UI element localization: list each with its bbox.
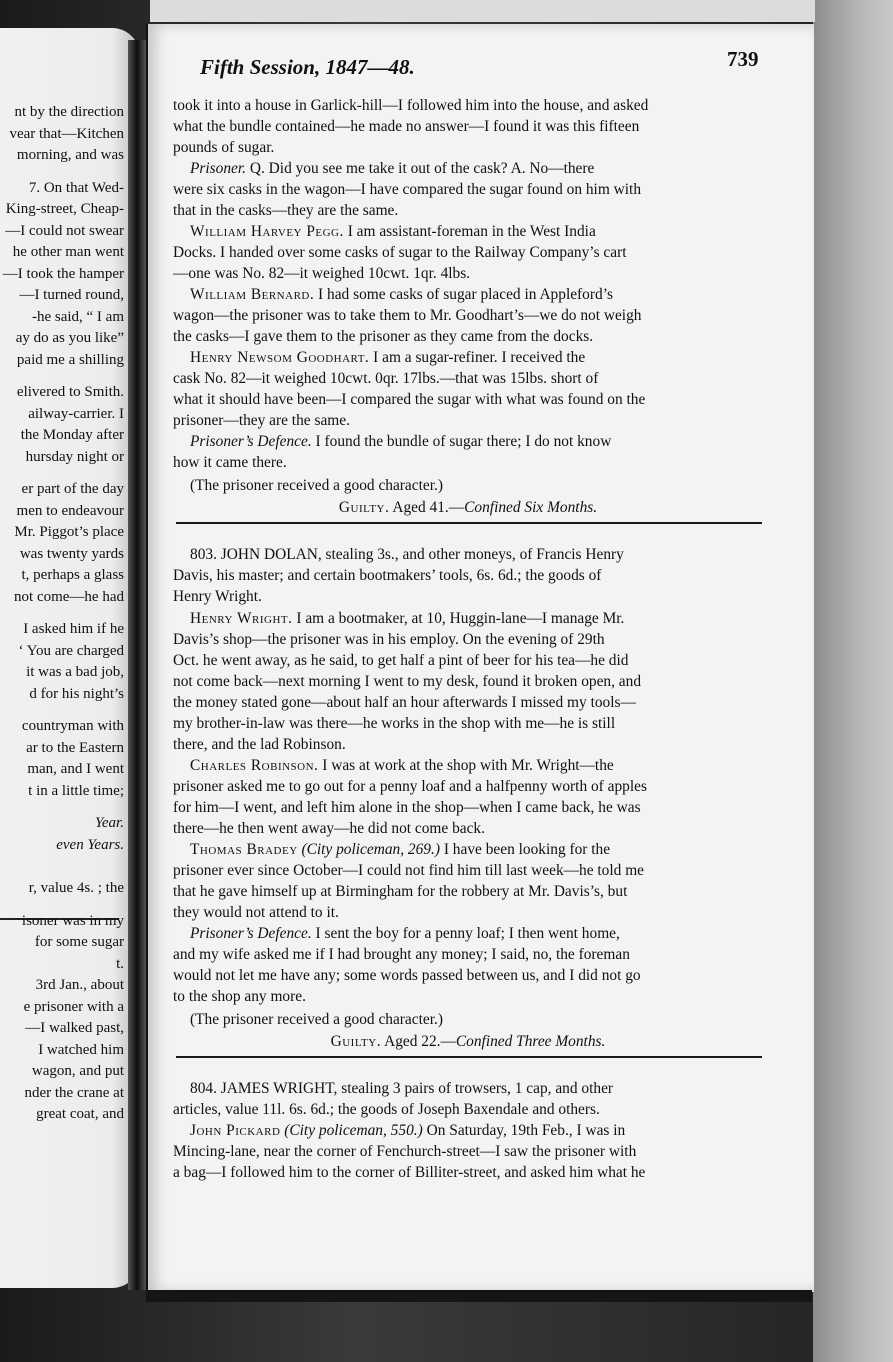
witness-name: Henry Newsom Goodhart.	[190, 349, 370, 366]
speaker-label: Prisoner.	[190, 160, 247, 177]
left-page-line: even Years.	[56, 836, 124, 853]
text-line: —one was No. 82—it weighed 10cwt. 1qr. 4lbs.	[173, 265, 471, 282]
text-line: articles, value 11l. 6s. 6d.; the goods of Joseph Baxendale and others.	[173, 1101, 600, 1118]
left-page-line: he other man went	[12, 244, 124, 260]
left-page-line: not come—he had	[14, 588, 124, 605]
testimony-text: On Saturday, 19th Feb., I was in	[422, 1122, 626, 1139]
witness-role: (City policeman, 550.)	[280, 1122, 423, 1139]
left-page-line: men to endeavour	[16, 502, 124, 519]
left-page-line: vear that—Kitchen	[9, 125, 124, 142]
verdict-sentence: Confined Six Months.	[464, 499, 598, 516]
left-page	[0, 28, 140, 1288]
left-page-line: isoner was in my	[21, 912, 124, 929]
left-page-line: I watched him	[38, 1041, 124, 1058]
left-page-line: nder the crane at	[24, 1084, 124, 1101]
left-page-line: great coat, and	[36, 1106, 124, 1122]
left-page-line: nt by the direction	[14, 104, 124, 120]
left-page-line: t in a little time;	[28, 782, 124, 799]
text-line: the money stated gone—about half an hour afterwards I missed my tools—	[173, 694, 636, 711]
speaker-label: Prisoner’s Defence.	[190, 925, 312, 942]
left-page-line: King-street, Cheap-	[5, 201, 124, 217]
witness-role: (City policeman, 269.)	[297, 841, 440, 858]
testimony-text: I sent the boy for a penny loaf; I then went home,	[311, 925, 620, 942]
verdict-age: Aged 41.—	[389, 499, 465, 516]
text-line	[190, 756, 763, 776]
text-line: prisoner asked me to go out for a penny loaf and a halfpenny worth of apples	[173, 778, 647, 795]
text-line: what the bundle contained—he made no answer—I found it was this fifteen	[173, 118, 640, 135]
testimony-text: Q. Did you see me take it out of the cask? A. No—there	[246, 160, 595, 177]
speaker-label: Prisoner’s Defence.	[190, 433, 312, 450]
verdict-sentence: Confined Three Months.	[455, 1033, 606, 1050]
witness-name: John Pickard	[190, 1122, 281, 1139]
left-page-line: I asked him if he	[23, 621, 124, 637]
left-page-line: 7. On that Wed-	[28, 179, 124, 196]
left-page-line: 3rd Jan., about	[35, 977, 124, 993]
testimony-text: I was at work at the shop with Mr. Wright—the	[318, 757, 614, 774]
left-page-line: Year.	[94, 815, 124, 831]
text-line: were six casks in the wagon—I have compared the sugar found on him with	[173, 181, 642, 198]
running-head: Fifth Session, 1847—48.	[200, 55, 415, 79]
page-number: 739	[727, 47, 759, 71]
case-separator-rule	[176, 1056, 762, 1058]
text-line: Henry Wright.	[173, 588, 262, 605]
text-line	[190, 924, 763, 944]
text-line	[190, 432, 763, 452]
text-line	[190, 609, 763, 629]
case-heading: 803. JOHN DOLAN, stealing 3s., and other moneys, of Francis Henry	[190, 546, 624, 563]
text-line: Davis’s shop—the prisoner was in his employ. On the evening of 29th	[173, 631, 605, 648]
text-line: my brother-in-law was there—he works in the shop with me—he is still	[173, 715, 616, 732]
text-line: and my wife asked me if I had brought any money; I said, no, the foreman	[173, 946, 630, 963]
text-line: wagon—the prisoner was to take them to Mr. Goodhart’s—we do not weigh	[173, 307, 642, 324]
text-line: Oct. he went away, as he said, to get half a pint of beer for his tea—he did	[173, 652, 629, 669]
left-page-line: —I walked past,	[25, 1020, 124, 1036]
text-line	[190, 285, 763, 305]
testimony-text: I am a sugar-refiner. I received the	[369, 349, 586, 366]
case-heading: 804. JAMES WRIGHT, stealing 3 pairs of trowsers, 1 cap, and other	[190, 1080, 614, 1097]
verdict-line	[173, 1032, 763, 1052]
text-line: what it should have been—I compared the sugar with what was found on the	[173, 391, 646, 408]
text-line: would not let me have any; some words passed between us, and I did not go	[173, 967, 641, 984]
testimony-text: I am a bootmaker, at 10, Huggin-lane—I manage Mr.	[292, 610, 625, 627]
text-line: Mincing-lane, near the corner of Fenchurch-street—I saw the prisoner with	[173, 1143, 637, 1160]
text-line: (The prisoner received a good character.)	[190, 477, 443, 494]
witness-name: William Bernard.	[190, 286, 315, 303]
text-line: there—he then went away—he did not come back.	[173, 820, 485, 837]
text-line: pounds of sugar.	[173, 139, 275, 156]
text-line	[190, 840, 763, 860]
text-line: they would not attend to it.	[173, 904, 339, 921]
witness-name: William Harvey Pegg.	[190, 223, 344, 240]
testimony-text: I have been looking for the	[439, 841, 611, 858]
testimony-text: I found the bundle of sugar there; I do not know	[311, 433, 612, 450]
text-line: prisoner ever since October—I could not find him till last week—he told me	[173, 862, 644, 879]
verdict-label: Guilty.	[330, 1033, 382, 1050]
left-page-line: ar to the Eastern	[26, 739, 124, 756]
verdict-age: Aged 22.—	[381, 1033, 456, 1050]
left-page-line: ‘ You are charged	[18, 642, 124, 659]
left-page-line: paid me a shilling	[16, 351, 124, 368]
left-page-line: countryman with	[21, 718, 124, 734]
witness-name: Henry Wright.	[190, 610, 293, 627]
left-page-line: the Monday after	[20, 427, 124, 443]
left-page-line: er part of the day	[21, 481, 124, 497]
left-page-line: ay do as you like”	[15, 330, 124, 346]
verdict-line	[173, 498, 763, 518]
left-page-line: -he said, “ I am	[31, 308, 124, 325]
witness-name: Charles Robinson.	[190, 757, 319, 774]
text-line: a bag—I followed him to the corner of Billiter-street, and asked him what he	[173, 1164, 646, 1181]
left-page-line: man, and I went	[27, 761, 124, 777]
text-line	[190, 222, 763, 242]
page-bottom-shadow	[146, 1290, 812, 1302]
left-page-line: d for his night’s	[29, 685, 124, 702]
left-page-line: —I could not swear	[5, 222, 124, 239]
left-page-line: t, perhaps a glass	[21, 567, 124, 583]
text-line	[190, 348, 763, 368]
left-page-line: t.	[116, 955, 124, 972]
case-separator-rule	[176, 522, 762, 524]
text-line	[190, 159, 763, 179]
left-page-line: Mr. Piggot’s place	[14, 524, 124, 540]
left-page-line: r, value 4s. ; the	[28, 880, 124, 896]
text-line: to the shop any more.	[173, 988, 306, 1005]
text-line: (The prisoner received a good character.)	[190, 1011, 443, 1028]
text-line: prisoner—they are the same.	[173, 412, 350, 429]
text-line: how it came there.	[173, 454, 287, 471]
text-line: Davis, his master; and certain bootmakers’ tools, 6s. 6d.; the goods of	[173, 567, 602, 584]
text-line: not come back—next morning I went to my desk, found it broken open, and	[173, 673, 642, 690]
text-line: the casks—I gave them to the prisoner as they came from the docks.	[173, 328, 594, 345]
left-page-line: —I turned round,	[19, 287, 124, 303]
right-page-edge	[813, 0, 893, 1362]
left-page-line: hursday night or	[25, 448, 124, 465]
text-line: Docks. I handed over some casks of sugar to the Railway Company’s cart	[173, 244, 627, 261]
text-line	[190, 1121, 763, 1141]
text-line: that in the casks—they are the same.	[173, 202, 399, 219]
left-page-line: —I took the hamper	[2, 265, 124, 282]
text-line: cask No. 82—it weighed 10cwt. 0qr. 17lbs.—that was 15lbs. short of	[173, 370, 599, 387]
testimony-text: I had some casks of sugar placed in Appleford’s	[314, 286, 613, 303]
book-gutter	[128, 40, 146, 1290]
left-page-line: wagon, and put	[31, 1063, 124, 1079]
verdict-label: Guilty.	[338, 499, 390, 516]
left-page-line: morning, and was	[16, 147, 124, 163]
text-line: that he gave himself up at Birmingham for the robbery at Mr. Davis’s, but	[173, 883, 628, 900]
left-page-line: ailway-carrier. I	[28, 405, 124, 422]
text-line: there, and the lad Robinson.	[173, 736, 346, 753]
testimony-text: I am assistant-foreman in the West India	[343, 223, 596, 240]
text-line: for him—I went, and left him alone in the shop—when I came back, he was	[173, 799, 641, 816]
witness-name: Thomas Bradey	[190, 841, 298, 858]
left-page-line: e prisoner with a	[23, 998, 124, 1015]
top-page-edge	[150, 0, 815, 22]
left-page-line: for some sugar	[34, 934, 124, 950]
left-page-line: elivered to Smith.	[16, 384, 124, 400]
text-line: took it into a house in Garlick-hill—I followed him into the house, and asked	[173, 97, 649, 114]
left-page-line: it was a bad job,	[26, 664, 124, 680]
left-page-line: was twenty yards	[19, 545, 124, 562]
